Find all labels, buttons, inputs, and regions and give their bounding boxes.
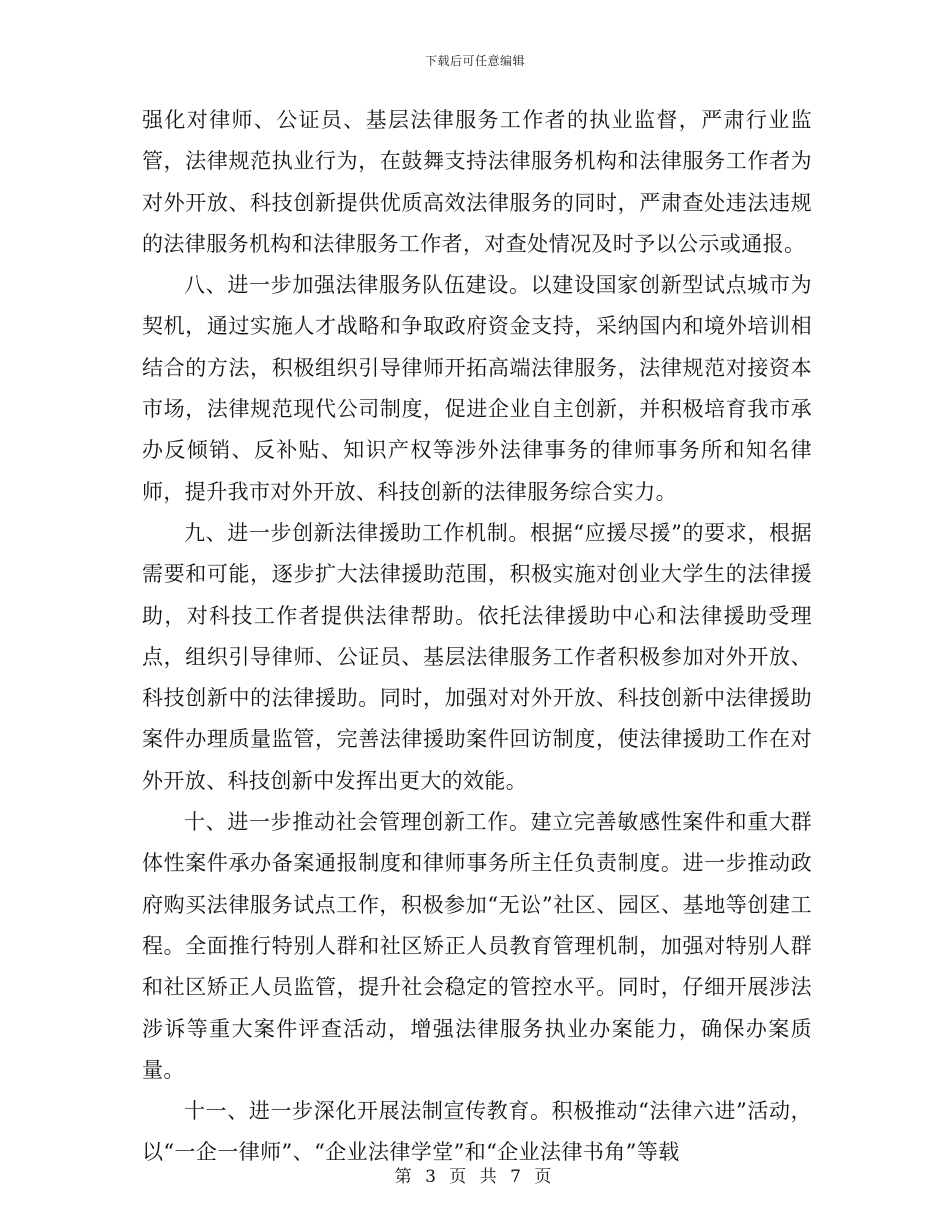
page-number-footer: 第 3 页 共 7 页 <box>394 1167 556 1187</box>
document-body <box>142 100 812 1174</box>
paragraph-section-10: 十、进一步推动社会管理创新工作。建立完善敏感性案件和重大群体性案件承办备案通报制度和律师事务所主任负责制度。进一步推动政府购买法律服务试点工作，积极参加“无讼”社区、园区、基地等创建工程。全面推行特别人群和社区矫正人员教育管理机制，加强对特别人群和社区矫正人员监管，提升社会稳定的管控水平。同时，仔细开展涉法涉诉等重大案件评查活动，增强法律服务执业办案能力，确保办案质量。 <box>142 810 812 1082</box>
paragraph-section-8: 八、进一步加强法律服务队伍建设。以建设国家创新型试点城市为契机，通过实施人才战略和争取政府资金支持，采纳国内和境外培训相结合的方法，积极组织引导律师开拓高端法律服务，法律规范对接资本市场，法律规范现代公司制度，促进企业自主创新，并积极培育我市承办反倾销、反补贴、知识产权等涉外法律事务的律师事务所和知名律师，提升我市对外开放、科技创新的法律服务综合实力。 <box>142 273 812 504</box>
paragraph-section-9: 九、进一步创新法律援助工作机制。根据“应援尽援”的要求，根据需要和可能，逐步扩大法律援助范围，积极实施对创业大学生的法律援助，对科技工作者提供法律帮助。依托法律援助中心和法律援助受理点，组织引导律师、公证员、基层法律服务工作者积极参加对外开放、科技创新中的法律援助。同时，加强对对外开放、科技创新中法律援助案件办理质量监管，完善法律援助案件回访制度，使法律援助工作在对外开放、科技创新中发挥出更大的效能。 <box>142 520 812 793</box>
page-header-note: 下载后可任意编辑 <box>424 54 525 68</box>
paragraph-continued: 强化对律师、公证员、基层法律服务工作者的执业监督，严肃行业监管，法律规范执业行为，在鼓舞支持法律服务机构和法律服务工作者为对外开放、科技创新提供优质高效法律服务的同时，严肃查处违法违规的法律服务机构和法律服务工作者，对查处情况及时予以公示或通报。 <box>142 108 812 256</box>
paragraph-section-11: 十一、进一步深化开展法制宣传教育。积极推动“法律六进”活动，以“一企一律师”、“企业法律学堂”和“企业法律书角”等载 <box>142 1099 812 1165</box>
